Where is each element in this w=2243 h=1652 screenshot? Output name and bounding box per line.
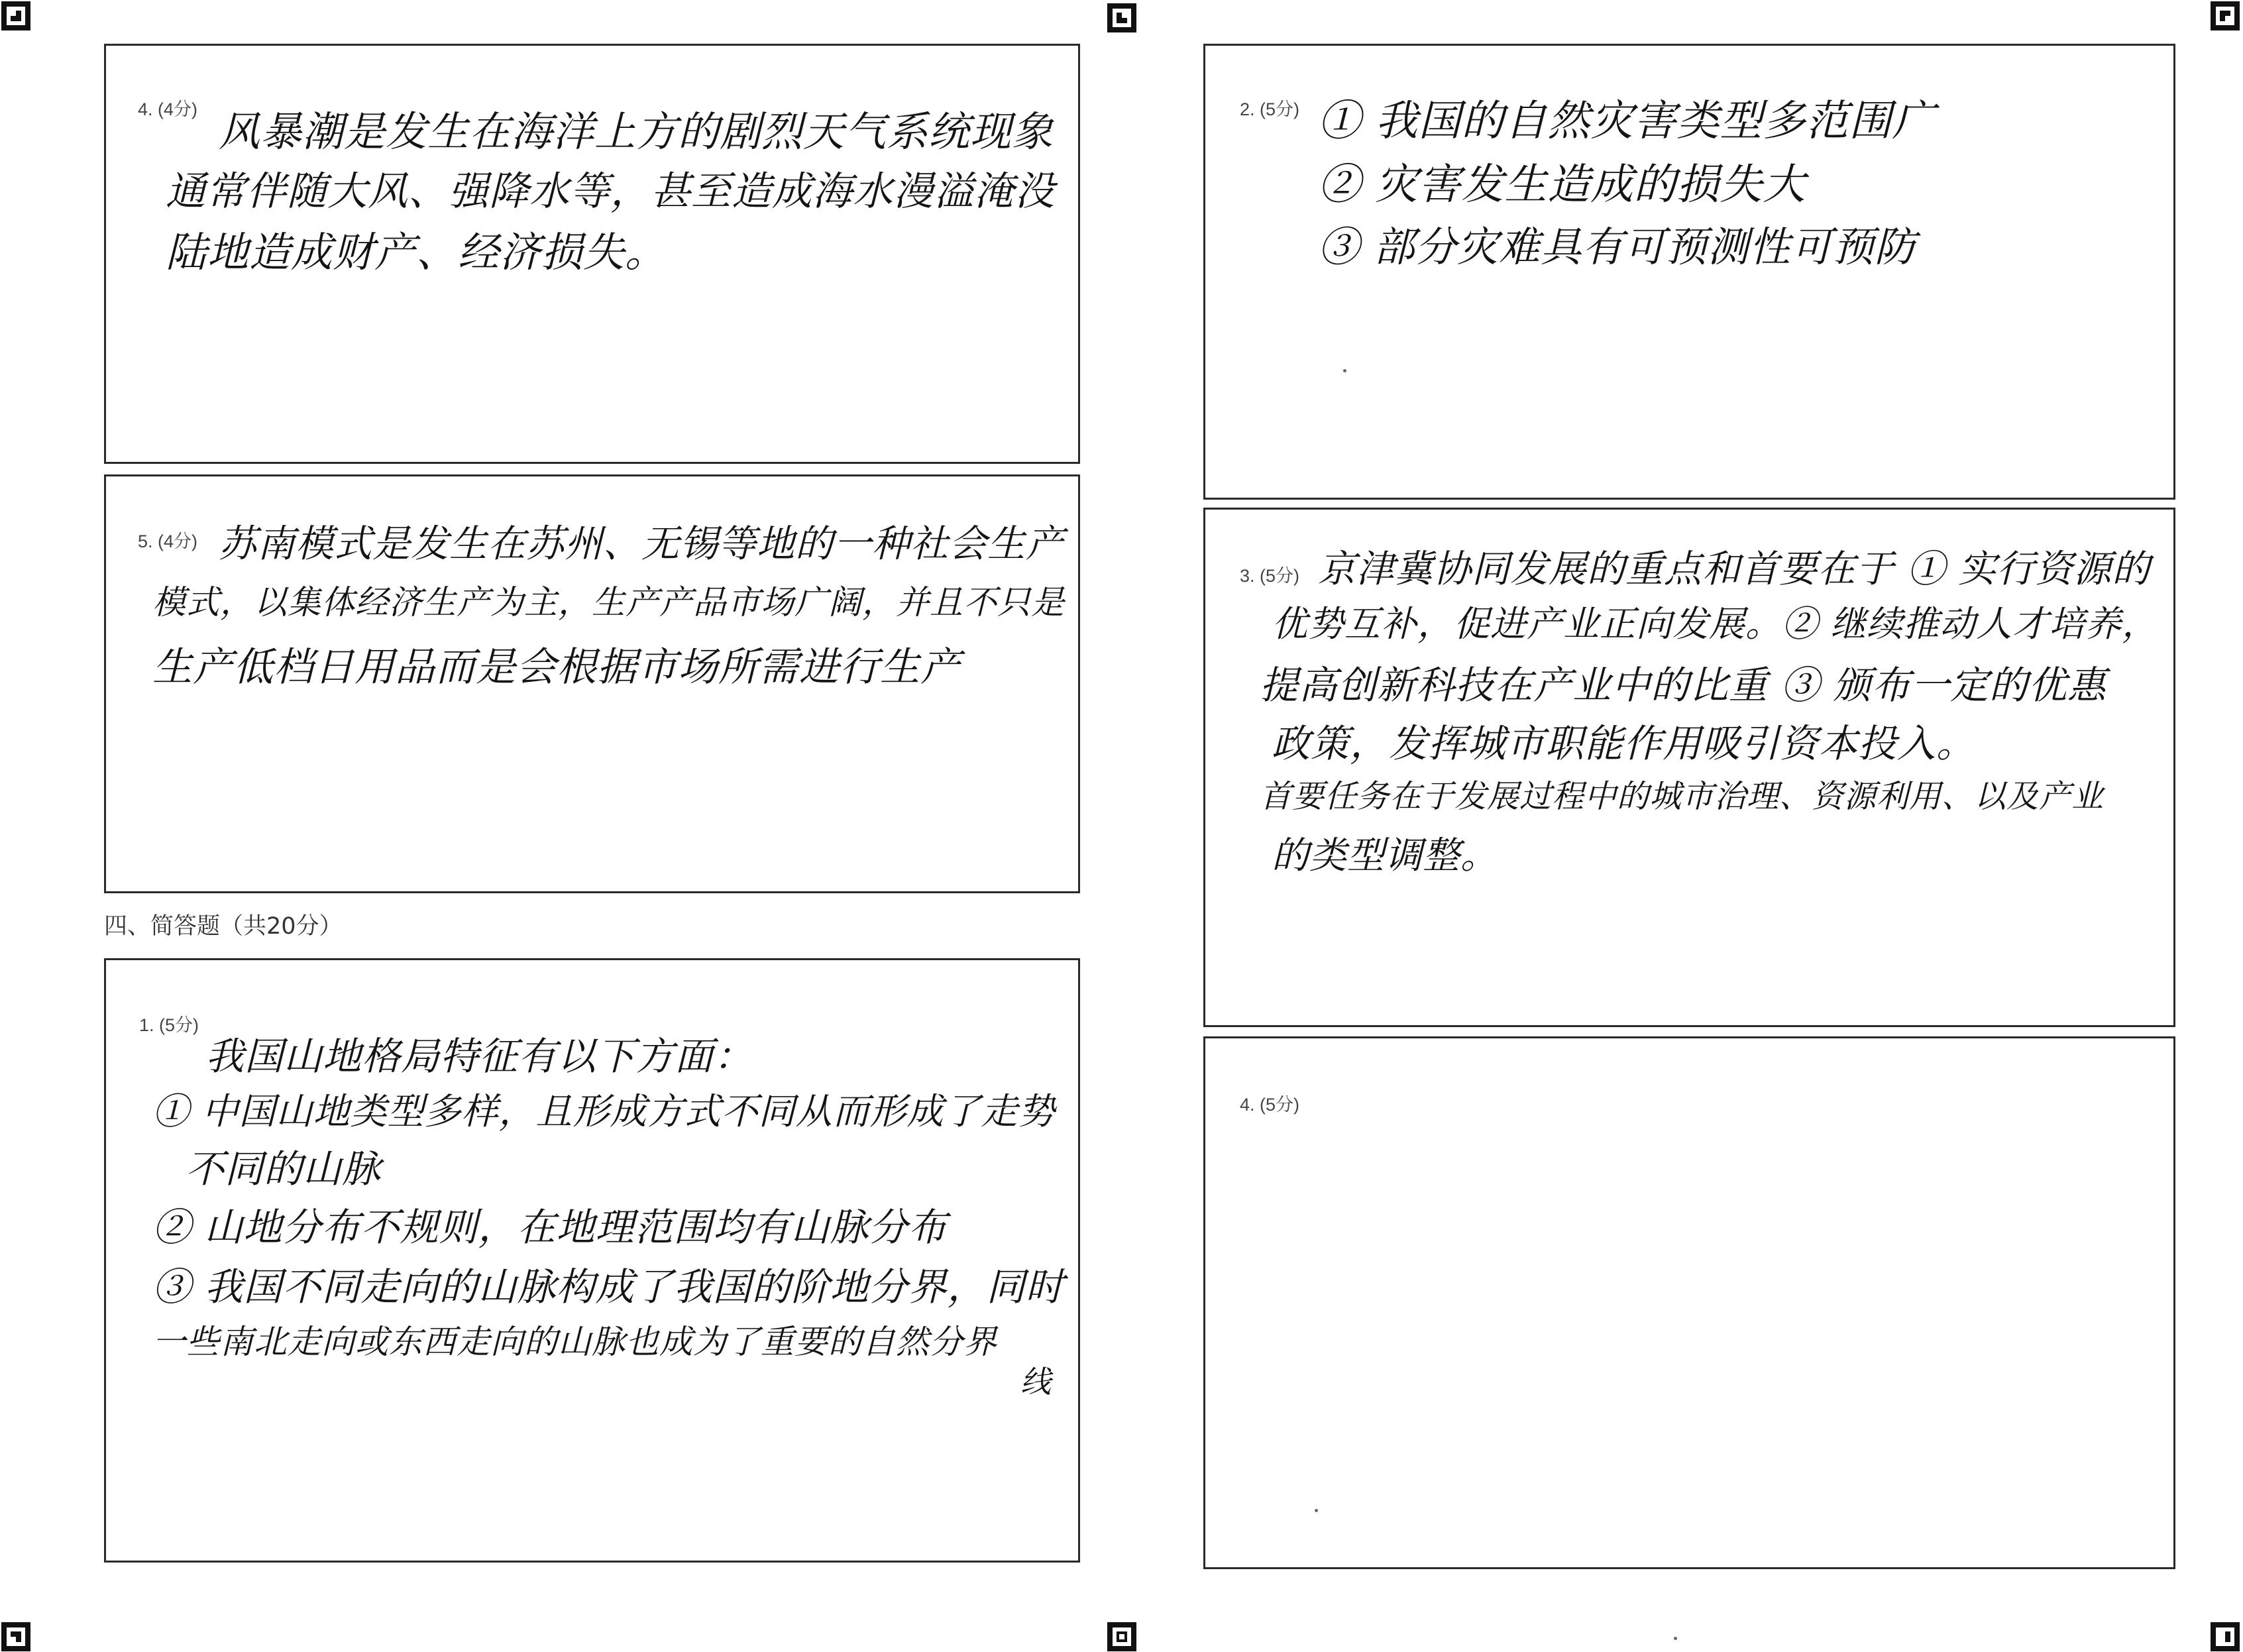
registration-marker-top-right — [2211, 1, 2240, 30]
answer-box-q4 — [104, 44, 1080, 464]
handwritten-answer-line: 陆地造成财产、经济损失。 — [166, 228, 667, 276]
registration-marker-top-center — [1107, 3, 1136, 32]
handwritten-answer-line: 提高创新科技在产业中的比重 ③ 颁布一定的优惠 — [1260, 663, 2106, 708]
answer-box-q5 — [104, 474, 1080, 893]
stray-mark — [1343, 369, 1346, 372]
registration-marker-bottom-center — [1107, 1622, 1136, 1651]
handwritten-answer-line: 不同的山脉 — [186, 1146, 382, 1191]
handwritten-answer-line: 的类型调整。 — [1272, 834, 1498, 877]
answer-box-s2 — [1203, 44, 2175, 500]
handwritten-answer-line: ③ 我国不同走向的山脉构成了我国的阶地分界，同时 — [152, 1264, 1065, 1309]
question-number: 4. (4分) — [138, 99, 198, 119]
handwritten-answer-line: 线 — [1020, 1364, 1052, 1400]
registration-marker-bottom-left — [1, 1622, 30, 1651]
handwritten-answer-line: 政策，发挥城市职能作用吸引资本投入。 — [1272, 721, 1976, 766]
handwritten-answer-line: 苏南模式是发生在苏州、无锡等地的一种社会生产 — [219, 522, 1064, 566]
answer-box-s4 — [1203, 1036, 2175, 1569]
handwritten-answer-line: ② 灾害发生造成的损失大 — [1318, 160, 1806, 209]
handwritten-answer-line: 模式，以集体经济生产为主，生产产品市场广阔，并且不只是 — [152, 583, 1065, 622]
handwritten-answer-line: 通常伴随大风、强降水等，甚至造成海水漫溢淹没 — [166, 168, 1055, 215]
handwritten-answer-line: ③ 部分灾难具有可预测性可预防 — [1318, 223, 1916, 271]
handwritten-answer-line: ② 山地分布不规则，在地理范围均有山脉分布 — [152, 1205, 948, 1250]
registration-marker-bottom-right — [2211, 1622, 2240, 1651]
handwritten-answer-line: 我国山地格局特征有以下方面： — [205, 1034, 753, 1079]
handwritten-answer-line: 一些南北走向或东西走向的山脉也成为了重要的自然分界 — [152, 1323, 997, 1361]
question-number: 2. (5分) — [1240, 99, 1300, 119]
question-number: 4. (5分) — [1240, 1095, 1300, 1115]
handwritten-answer-line: ① 我国的自然灾害类型多范围广 — [1318, 97, 1936, 146]
handwritten-answer-line: 京津冀协同发展的重点和首要在于 ① 实行资源的 — [1318, 547, 2151, 591]
answer-box-s3 — [1203, 508, 2175, 1027]
answer-box-s1 — [104, 958, 1080, 1563]
handwritten-answer-line: 生产低档日用品而是会根据市场所需进行生产 — [152, 644, 961, 690]
question-number: 1. (5分) — [139, 1015, 199, 1035]
handwritten-answer-line: 首要任务在于发展过程中的城市治理、资源利用、以及产业 — [1260, 778, 2105, 815]
registration-marker-top-left — [1, 1, 30, 30]
stray-mark — [1315, 1509, 1318, 1512]
stray-mark — [1674, 1637, 1677, 1640]
question-number: 3. (5分) — [1240, 566, 1300, 586]
handwritten-answer-line: ① 中国山地类型多样，且形成方式不同从而形成了走势 — [152, 1090, 1056, 1132]
question-number: 5. (4分) — [138, 531, 198, 551]
handwritten-answer-line: 优势互补，促进产业正向发展。② 继续推动人才培养， — [1272, 603, 2159, 645]
section-heading: 四、简答题（共20分） — [104, 913, 343, 940]
handwritten-answer-line: 风暴潮是发生在海洋上方的剧烈天气系统现象 — [219, 107, 1054, 156]
